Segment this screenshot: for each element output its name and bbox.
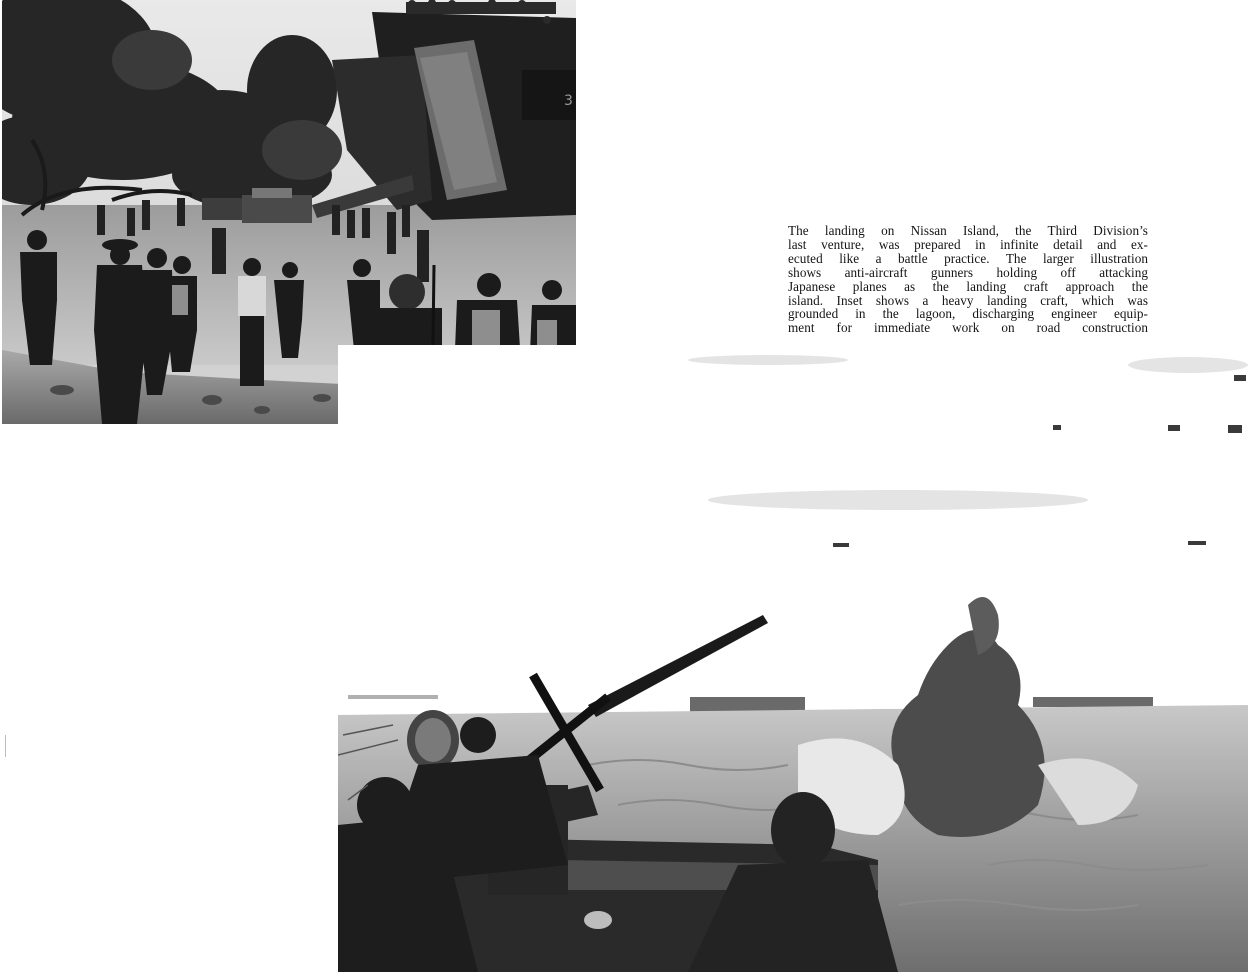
- caption-line: island. Inset shows a heavy landing craft, which was: [788, 292, 1148, 308]
- anti-aircraft-illustration: [338, 345, 1248, 972]
- caption-line: grounded in the lagoon, discharging engineer equip-: [788, 306, 1148, 322]
- caption-line: The landing on Nissan Island, the Third Division’s: [788, 223, 1148, 238]
- caption-line: ecuted like a battle practice. The larger illustration: [788, 250, 1148, 266]
- margin-mark: [5, 735, 6, 757]
- caption-line: shows anti-aircraft gunners holding off attacking: [788, 264, 1148, 280]
- caption-line: last venture, was prepared in infinite detail and ex-: [788, 236, 1148, 252]
- caption-line: ment for immediate work on road construction: [788, 320, 1148, 336]
- caption: [788, 224, 1148, 335]
- gunners-painting: [338, 345, 1248, 972]
- svg-text:3: 3: [564, 93, 573, 109]
- caption-line: Japanese planes as the landing craft approach the: [788, 278, 1148, 294]
